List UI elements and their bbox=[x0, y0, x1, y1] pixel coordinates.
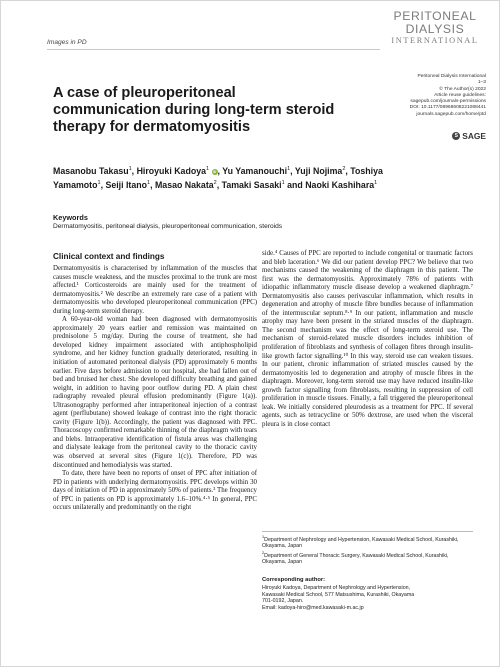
author[interactable]: Yu Yamanouchi$^1$ bbox=[222, 165, 291, 176]
journal-logo bbox=[383, 10, 487, 46]
author[interactable]: Masao Nakata$^2$ bbox=[154, 179, 217, 190]
affiliation-divider bbox=[262, 531, 473, 532]
keywords-heading: Keywords bbox=[53, 213, 88, 222]
meta-permissions-link[interactable]: sagepub.com/journals-permissions bbox=[410, 99, 486, 105]
header-divider bbox=[47, 49, 380, 50]
author[interactable]: Seiji Itano$^1$ bbox=[105, 179, 151, 190]
author[interactable]: Masanobu Takasu$^1$ bbox=[53, 165, 132, 176]
author[interactable]: Tamaki Sasaki$^1$ bbox=[221, 179, 285, 190]
corresponding-email[interactable]: Email: kadoya-hiro@med.kawasaki-m.ac.jp bbox=[262, 605, 364, 612]
meta-journal-link[interactable]: journals.sagepub.com/home/ptd bbox=[416, 111, 486, 117]
orcid-icon[interactable]: iD bbox=[212, 169, 217, 174]
body-paragraph: side.⁴ Causes of PPC are reported to include congenital or traumatic factors and bleb laceration.⁶ We did our patient develop PPC? We believe that two mechanisms caused the weakening of the diaphragm in this patient. The first was the dermatomyositis. Approximately 78% of patients with idiopathic inflammatory muscle disease develop a weakened diaphragm.⁷ Dermatomyositis also causes perivascular inflammation, which results in degeneration and atrophy of muscle fibre bundles because of inflammation of the intermuscular septum.⁸·⁹ In our patient, inflammation and muscle atrophy may have been present in the striated muscles of the diaphragm. The second mechanism was the effect of long-term steroid use. The mechanism of steroid-related muscle disorders includes inhibition of proliferation of fibroblasts and synthesis of collagen fibres through insulin-like growth factor signalling.¹⁰ In this way, steroid use can weaken tissues. In our patient, chronic inflammation of striated muscles caused by the dermatomyositis led to degeneration and atrophy of muscle fibres in the diaphragm. Moreover, long-term steroid use may have reduced insulin-like growth factor signalling from fibroblasts, resulting in suppression of cell proliferation in muscle tissues. Finally, a fall triggered the pleuroperitoneal leak. We initially considered pleurodesis as a treatment for PPC. If several agents, such as tetracycline or 50% dextrose, are used when the visceral pleura is in close contact bbox=[262, 250, 473, 428]
logo-line-1: PERITONEAL bbox=[393, 9, 477, 23]
meta-pages: 1–3 bbox=[477, 80, 486, 86]
meta-doi[interactable]: DOI: 10.1177/08968608221088441 bbox=[409, 105, 486, 111]
section-label: Images in PD bbox=[47, 39, 87, 46]
keywords-text: Dermatomyositis, peritoneal dialysis, pleuroperitoneal communication, steroids bbox=[53, 223, 283, 230]
body-column-left bbox=[53, 265, 257, 513]
body-column-right bbox=[262, 250, 473, 429]
author[interactable]: Hiroyuki Kadoya$^1$ bbox=[136, 165, 210, 176]
body-paragraph: A 60-year-old woman had been diagnosed with dermatomyositis approximately 20 years earlier and remission was maintained on prednisolone 5 mg/day. During the course of treatment, she had developed kidney impairment associated with antiphospholipid syndrome, and her kidney function gradually deteriorated, resulting in initiation of automated peritoneal dialysis (PD) approximately 6 months earlier. Five days before admission to our hospital, she had fallen out of bed and bruised her chest. She developed difficulty breathing and gained weight, in addition to having poor outflow during PD. A plain chest radiography revealed pleural effusion predominantly (Figure 1(a)). Ultrasonography performed after intraperitoneal injection of a contrast agent (perflubutane) showed leakage of contrast into the right thoracic cavity (Figure 1(b)). Accordingly, the patient was diagnosed with PPC. Thoracoscopy confirmed remarkable thinning of the diaphragm with tears and blebs. Intraoperative identification of fistula areas was challenging and dialysate leakage from the peritoneal cavity to the thoracic cavity was observed at several sites (Figure 1(c)). Therefore, PD was discontinued and hemodialysis was started. bbox=[53, 316, 257, 469]
corresponding-author bbox=[262, 585, 473, 612]
journal-meta bbox=[410, 74, 486, 118]
section-heading: Clinical context and findings bbox=[53, 252, 165, 261]
corresponding-heading: Corresponding author: bbox=[262, 577, 326, 583]
author[interactable]: Naoki Kashihara$^1$ bbox=[305, 179, 378, 190]
corresponding-line: Kawasaki Medical School, 577 Matsushima, Kurashiki, Okayama bbox=[262, 591, 415, 598]
author[interactable]: Yuji Nojima$^2$ bbox=[294, 165, 346, 176]
meta-journal: Peritoneal Dialysis International bbox=[417, 74, 486, 79]
author[interactable]: Toshiya Yamamoto$^1$ bbox=[53, 165, 383, 190]
corresponding-line: Hiroyuki Kadoya, Department of Nephrology and Hypertension, bbox=[262, 585, 411, 591]
affiliation: $^1$Department of Nephrology and Hypertension, Kawasaki Medical School, Kurashiki, Okayama, Japan bbox=[262, 535, 459, 550]
publisher-name: SAGE bbox=[462, 131, 486, 141]
meta-copyright: © The Author(s) 2022 bbox=[439, 86, 486, 92]
body-paragraph: Dermatomyositis is characterised by inflammation of the muscles that causes muscle weakness, and the muscles proximal to the trunk are most affected.¹ Corticosteroids are mainly used for the treatment of dermatomyositis.² We describe an extremely rare case of a patient with dermatomyositis who developed pleuroperitoneal communication (PPC) during long-term steroid therapy. bbox=[53, 265, 257, 315]
affiliation: $^2$Department of General Thoracic Surgery, Kawasaki Medical School, Kurashiki, Okayama, Japan bbox=[262, 551, 449, 566]
body-paragraph: To date, there have been no reports of onset of PPC after initiation of PD in patients with underlying dermatomyositis. PPC develops within 30 days of initiation of PD in approximately 50% of patients.³ The frequency of PPC in patients on PD is approximately 1.6–10%.⁴·⁵ In general, PPC occurs unilaterally and predominantly on the right bbox=[53, 470, 257, 512]
logo-line-3: INTERNATIONAL bbox=[391, 36, 479, 46]
article-title: A case of pleuroperitoneal communication during long-term steroid therapy for dermatomyositis bbox=[53, 85, 335, 135]
publisher-logo bbox=[452, 131, 486, 141]
meta-reuse: Article reuse guidelines: bbox=[434, 92, 486, 98]
sage-icon: S bbox=[452, 132, 460, 140]
logo-line-2: DIALYSIS bbox=[405, 22, 465, 37]
corresponding-line: 701-0192, Japan. bbox=[262, 598, 304, 605]
author-list: Masanobu Takasu$^1$, Hiroyuki Kadoya$^1$ iD, Yu Yamanouchi$^1$, Yuji Nojima$^2$, Toshiya Yamamoto$^1$, Seiji Itano$^1$, Masao Nakata$^2$, Tamaki Sasaki$^1$ and Naoki Kashihara$^1$ bbox=[53, 165, 383, 190]
